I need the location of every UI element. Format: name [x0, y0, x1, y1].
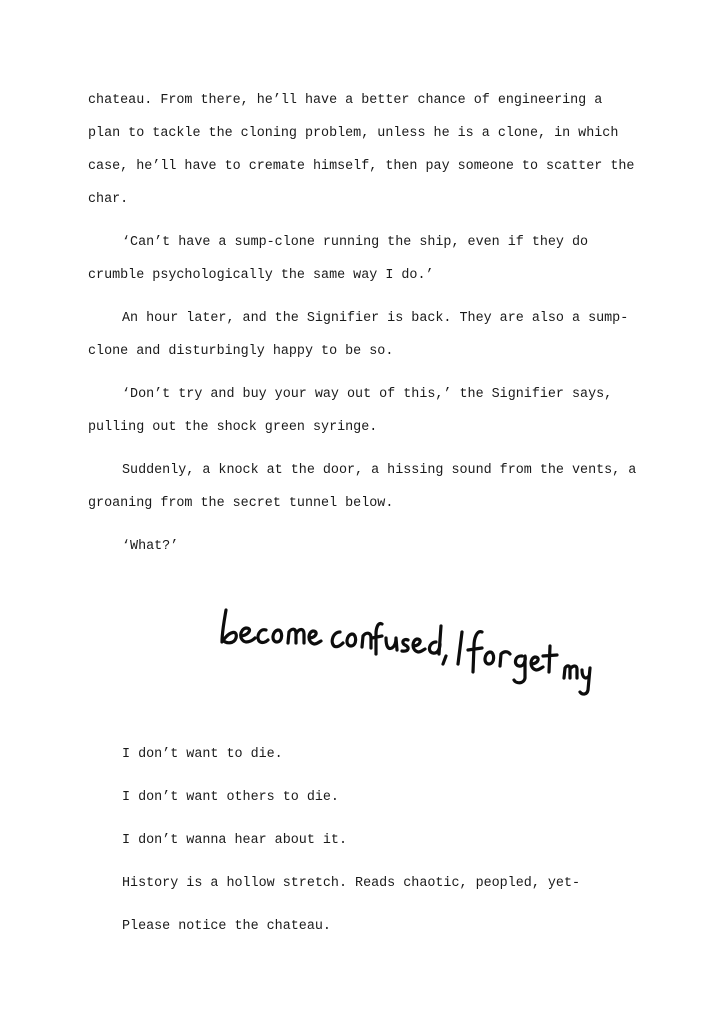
line: I don’t want to die. [122, 747, 283, 762]
document-body [88, 84, 638, 563]
handwritten-note [216, 598, 596, 713]
paragraph: ‘Can’t have a sump-clone running the ship, even if they do crumble psychologically the same way I do.’ [88, 235, 589, 283]
line: I don’t want others to die. [122, 790, 339, 805]
paragraph: ‘What?’ [122, 539, 179, 554]
paragraph: An hour later, and the Signifier is back. They are also a sump-clone and disturbingly happy to be so. [88, 311, 629, 359]
line: I don’t wanna hear about it. [122, 833, 347, 848]
line: Please notice the chateau. [122, 919, 331, 934]
paragraph: chateau. From there, he’ll have a better chance of engineering a plan to tackle the cloning problem, unless he is a clone, in which case, he’ll have to cremate himself, then pay someone to scatter the char. [88, 93, 635, 207]
paragraph: ‘Don’t try and buy your way out of this,’ the Signifier says, pulling out the shock green syringe. [88, 387, 613, 435]
paragraph: Suddenly, a knock at the door, a hissing sound from the vents, a groaning from the secret tunnel below. [88, 463, 637, 511]
closing-lines [122, 738, 662, 943]
line: History is a hollow stretch. Reads chaotic, peopled, yet- [122, 876, 581, 891]
